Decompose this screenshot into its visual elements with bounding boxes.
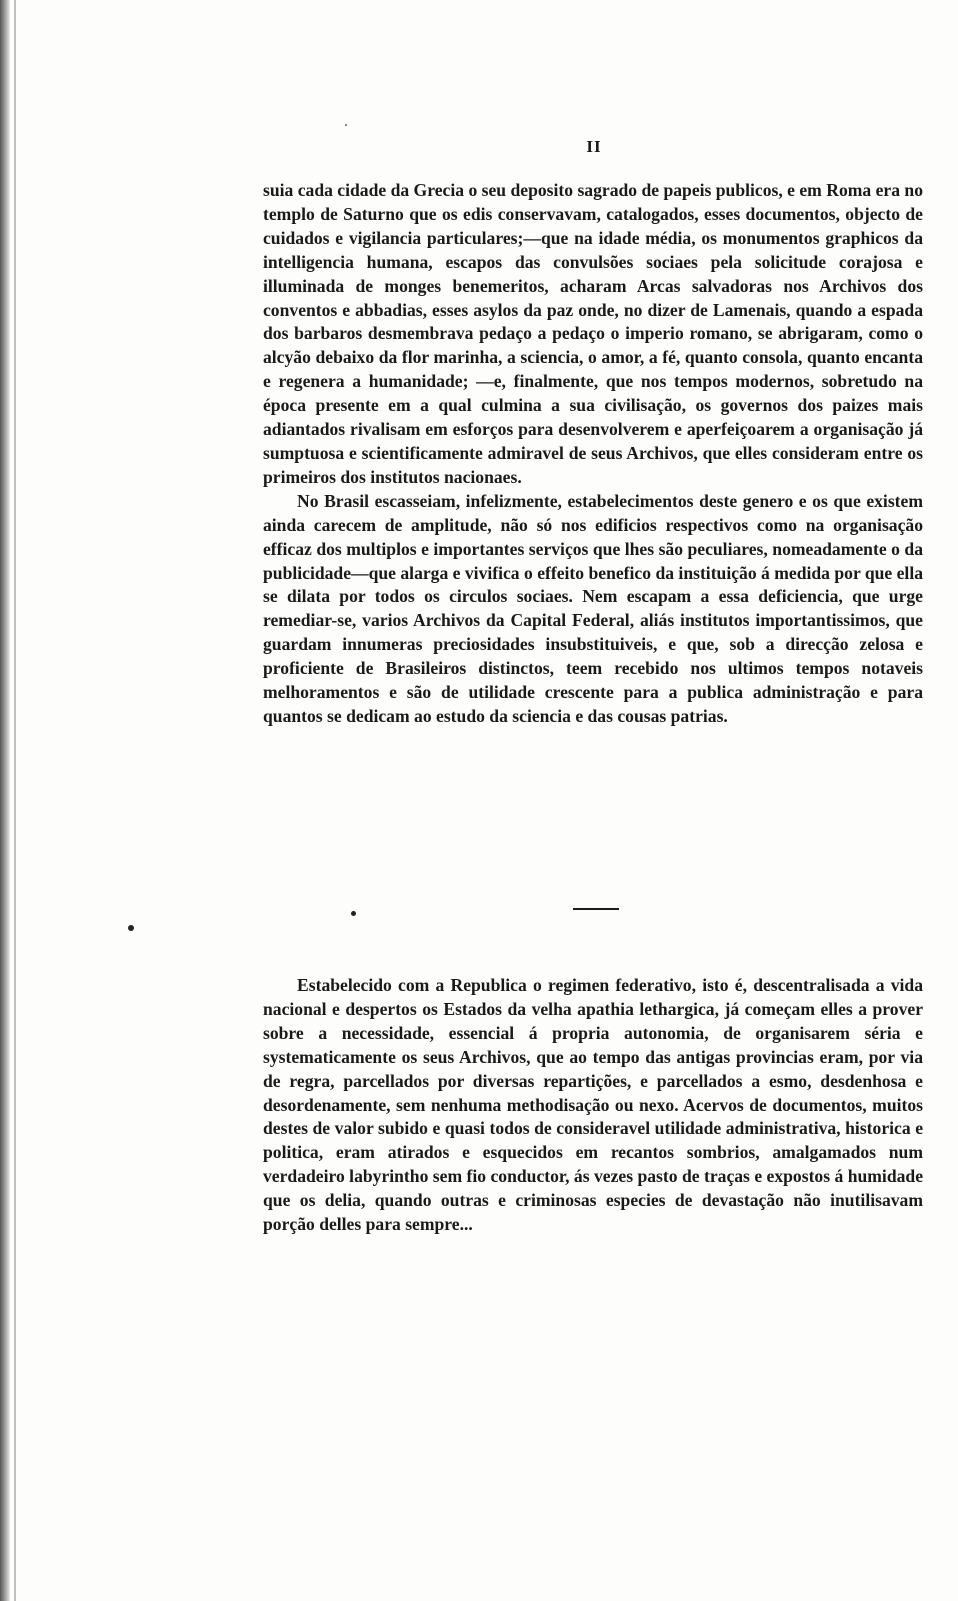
- binding-edge-shadow: [0, 0, 10, 1601]
- ornament-dot: [351, 911, 356, 916]
- section-divider: [573, 908, 619, 910]
- section-1-text: [263, 179, 923, 729]
- speck-mark: [345, 124, 347, 126]
- paragraph: No Brasil escasseiam, infelizmente, estabelecimentos deste genero e os que existem ainda carecem de amplitude, não só nos edificios respectivos como na organisação efficaz dos multiplos e importantes serviços que lhes são peculiares, nomeadamente o da publicidade—que alarga e vivifica o effeito benefico da instituição á medida por que ella se dilata por todos os circulos sociaes. Nem escapam a essa deficiencia, que urge remediar-se, varios Archivos da Capital Federal, aliás institutos importantissimos, que guardam innumeras preciosidades insubstituiveis, e que, sob a direcção zelosa e proficiente de Brasileiros distinctos, teem recebido nos ultimos tempos notaveis melhoramentos e são de utilidade crescente para a publica administração e para quantos se dedicam ao estudo da sciencia e das cousas patrias.: [263, 490, 923, 726]
- section-2-text: [263, 974, 923, 1237]
- paragraph: Estabelecido com a Republica o regimen federativo, isto é, descentralisada a vida nacional e despertos os Estados da velha apathia lethargica, já começam elles a prover sobre a necessidade, essencial á propria autonomia, de organisarem séria e systematicamente os seus Archivos, que ao tempo das antigas provincias eram, por via de regra, parcellados por diversas repartições, e parcellados a esmo, desdenhosa e desordenamente, sem nenhuma methodisação ou nexo. Acervos de documentos, muitos destes de valor subido e quasi todos de consideravel utilidade administrativa, historica e politica, eram atirados e esquecidos em recantos sombrios, amalgamados num verdadeiro labyrintho sem fio conductor, ás vezes pasto de traças e expostos á humidade que os delia, quando outras e criminosas especies de devastação não inutilisavam porção delles para sempre...: [263, 975, 923, 1235]
- page-number: II: [586, 137, 602, 156]
- margin-dot: [128, 925, 134, 931]
- binding-edge-line: [14, 0, 16, 1601]
- paragraph: suia cada cidade da Grecia o seu deposito sagrado de papeis publicos, e em Roma era no templo de Saturno que os edis conservavam, catalogados, esses documentos, objecto de cuidados e vigilancia particulares;—que na idade média, os monumentos graphicos da intelligencia humana, escapos das convulsões sociaes pela solicitude corajosa e illuminada de monges benemeritos, acharam Arcas salvadoras nos Archivos dos conventos e abbadias, esses asylos da paz onde, no dizer de Lamenais, quando a espada dos barbaros desmembrava pedaço a pedaço o imperio romano, se abrigaram, como o alcyão debaixo da flor marinha, a sciencia, o amor, a fé, quanto consola, quanto encanta e regenera a humanidade; —e, finalmente, que nos tempos modernos, sobretudo na época presente em a qual culmina a sua civilisação, os governos dos paizes mais adiantados rivalisam em esforços para desenvolverem e aperfeiçoarem a organisação já sumptuosa e scientificamente admiravel de seus Archivos, que elles consideram entre os primeiros dos institutos nacionaes.: [263, 180, 923, 487]
